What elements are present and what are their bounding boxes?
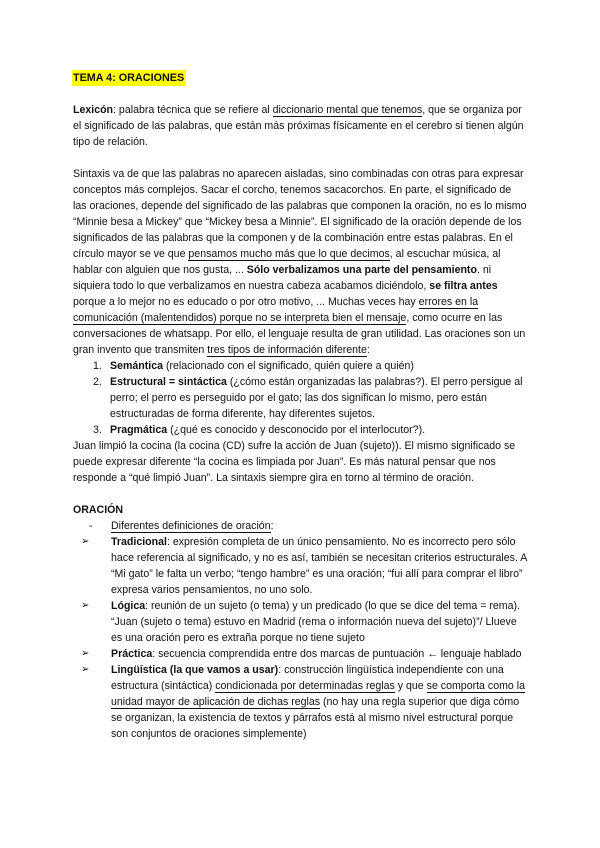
arrow-bullet-icon: ➢ — [81, 536, 90, 547]
oracion-heading: ORACIÓN — [73, 504, 124, 516]
lexicon-paragraph: Lexicón: palabra técnica que se refiere al diccionario mental que tenemos, que se organiza por el significado de las palabras, que están más próximas físicamente en el cerebro si tienen algún tipo de relación. — [73, 104, 524, 148]
list-item: 3. Pragmática (¿qué es conocido y desconocido por el interlocutor?). — [93, 424, 426, 436]
list-item: ➢ Tradicional: expresión completa de un único pensamiento. No es incorrecto pero sólo hace referencia al significado, y no es así, también se necesitan criterios estructurales. A “Mi gato” le falta un verbo; “tengo hambre” es una oración; “fui allí para comprar el libro” expresa varios pensamientos, no uno solo. — [81, 536, 527, 596]
title-highlight: TEMA 4: ORACIONES — [73, 72, 185, 84]
linguistica-underline-1: condicionada por determinadas reglas — [215, 680, 395, 692]
sintaxis-underline-3: tres tipos de información diferente — [207, 344, 367, 356]
arrow-bullet-icon: ➢ — [81, 664, 90, 675]
sintaxis-bold-2: se filtra antes — [429, 280, 498, 292]
info-types-list — [73, 358, 527, 438]
sintaxis-underline-2: errores en la comunicación (malentendidos) porque no se interpreta bien el mensaje — [73, 296, 479, 324]
list-item: ➢ Lingüística (la que vamos a usar): construcción lingüística independiente con una estructura (sintáctica) condicionada por determinadas reglas y que se comporta como la unidad mayor de aplicación de dichas reglas (no hay una regla superior que diga cómo se organizan, la existencia de textos y párrafos está al mismo nivel estructural porque son conjuntos de oraciones simplemente) — [81, 664, 525, 740]
sintaxis-paragraph: Sintaxis va de que las palabras no aparecen aisladas, sino combinadas con otras para expresar conceptos más complejos. Sacar el corcho, tenemos sacacorchos. En parte, el significado de las oraciones, depende del significado de las palabras que componen la oración, no es lo mismo “Minnie besa a Mickey” que “Mickey besa a Minnie”. El significado de la oración depende de los significados de las palabras que la componen y de la combinación entre estas palabras. En el círculo mayor se ve que pensamos mucho más que lo que decimos, al escuchar música, al hablar con alguien que nos gusta, ... Sólo verbalizamos una parte del pensamiento. ni siquiera todo lo que verbalizamos en nuestra cabeza acabamos diciéndolo, se filtra antes porque a lo mejor no es educado o por otro motivo, ... Muchas veces hay errores en la comunicación (malentendidos) porque no se interpreta bien el mensaje, como ocurre en las conversaciones de whatsapp. Por ello, el lenguaje resulta de gran utilidad. Las oraciones son un gran invento que transmiten tres tipos de información diferente: — [73, 168, 527, 356]
list-item: 2. Estructural = sintáctica (¿cómo están organizadas las palabras?). El perro persigue al perro; el perro es perseguido por el gato; las dos significan lo mismo, pero están estructuradas de forma diferente, hay diferentes sujetos. — [93, 376, 523, 420]
document-page — [73, 70, 527, 742]
dash-marker: - — [89, 520, 93, 532]
sintaxis-bold-1: Sólo verbalizamos una parte del pensamiento — [246, 264, 477, 276]
lexicon-term: Lexicón — [73, 104, 114, 116]
definitions-list — [73, 534, 527, 742]
lexicon-underline: diccionario mental que tenemos — [272, 104, 423, 116]
juan-paragraph: Juan limpió la cocina (la cocina (CD) sufre la acción de Juan (sujeto)). El mismo significado se puede expresar diferente “la cocina es limpiada por Juan”. Es más natural pensar que nos responde a “qué limpió Juan”. La sintaxis siempre gira en torno al término de oración. — [73, 440, 516, 484]
document-title — [73, 70, 527, 86]
list-item: 1. Semántica (relacionado con el significado, quién quiere a quién) — [93, 360, 414, 372]
list-item: ➢ Práctica: secuencia comprendida entre dos marcas de puntuación ← lenguaje hablado — [81, 648, 522, 660]
arrow-bullet-icon: ➢ — [81, 600, 90, 611]
definitions-intro: - Diferentes definiciones de oración: — [89, 520, 274, 532]
definitions-intro-label: Diferentes definiciones de oración — [111, 520, 271, 532]
list-item: ➢ Lógica: reunión de un sujeto (o tema) y un predicado (lo que se dice del tema = rema). “Juan (sujeto o tema) estuvo en Madrid (rema o información nueva del sujeto)”/ Llueve es una oración pero es extraña porque no tiene sujeto — [81, 600, 520, 644]
sintaxis-underline-1: pensamos mucho más que lo que decimos — [188, 248, 390, 260]
arrow-bullet-icon: ➢ — [81, 648, 90, 659]
linguistica-underline-2: se comporta como la unidad mayor de aplicación de dichas reglas — [111, 680, 525, 708]
